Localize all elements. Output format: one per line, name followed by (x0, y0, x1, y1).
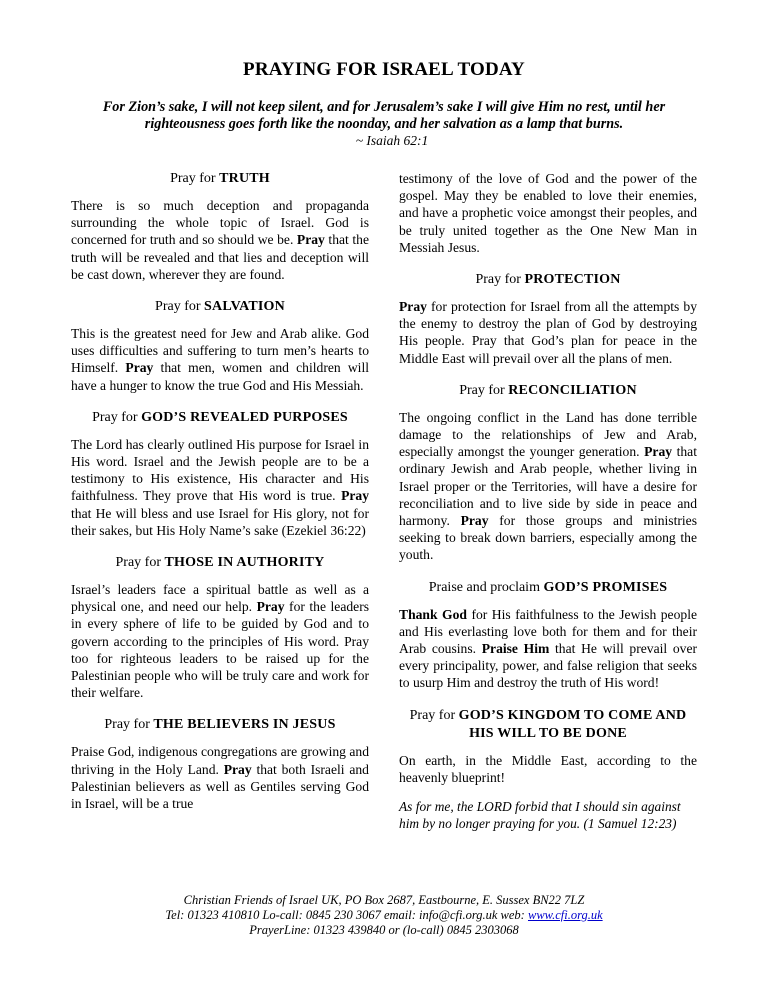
section-body: On earth, in the Middle East, according to the heavenly blueprint! (399, 752, 697, 785)
section-salvation (71, 298, 369, 394)
section-body: Praise God, indigenous congregations are growing and thriving in the Holy Land. Pray that both Israeli and Palestinian believers as well as Gentiles serving God in Israel, will be a true (71, 744, 369, 812)
section-body: There is so much deception and propaganda surrounding the whole topic of Israel. God is concerned for truth and so should we be. Pray that the truth will be revealed and that lies and deception will be cast down, wherever they are found. (71, 198, 369, 282)
section-heading: Pray for THE BELIEVERS IN JESUS (104, 717, 336, 733)
section-body: Thank God for His faithfulness to the Jewish people and His everlasting love both for them and for their Arab cousins. Praise Him that He will prevail over every principality, power, and false religion that seeks to usurp Him and destroy the truth of His word! (399, 606, 698, 691)
section-protection (399, 271, 697, 367)
section-kingdom (399, 707, 697, 786)
section-revealed-purposes (71, 409, 369, 539)
section-heading: Pray for RECONCILIATION (459, 382, 637, 398)
footer-prayerline: PrayerLine: 01323 439840 or (lo-call) 0845 2303068 (249, 923, 519, 937)
section-reconciliation (399, 382, 697, 564)
section-heading: Pray for SALVATION (155, 299, 285, 315)
right-column (399, 170, 697, 832)
left-column (71, 170, 369, 812)
scripture-verse: For Zion’s sake, I will not keep silent, and for Jerusalem’s sake I will give Him no rest, until her righteousness goes forth like the noonday, and her salvation as a lamp that burns. (102, 99, 666, 132)
section-heading: Pray for THOSE IN AUTHORITY (115, 555, 325, 571)
section-those-in-authority (71, 554, 369, 701)
section-heading: Pray for TRUTH (170, 171, 270, 186)
closing-scripture-quote: As for me, the LORD forbid that I should sin against him by no longer praying for you. (1 Samuel 12:23) (399, 799, 681, 832)
section-body: Pray for protection for Israel from all the attempts by the enemy to destroy the plan of God by destroying His people. Pray that God’s plan for peace in the Middle East will prevail over all the plans of men. (399, 299, 697, 366)
section-body: This is the greatest need for Jew and Arab alike. God uses difficulties and suffering to turn men’s hearts to Himself. Pray that men, women and children will have a hunger to know the true God and His Messiah. (71, 326, 370, 393)
section-heading: Pray for GOD’S REVEALED PURPOSES (92, 409, 348, 425)
section-heading: Pray for GOD’S KINGDOM TO COME AND HIS WILL TO BE DONE (409, 707, 687, 741)
section-truth (71, 170, 369, 283)
section-heading: Pray for PROTECTION (475, 272, 621, 288)
section-body: The ongoing conflict in the Land has done terrible damage to the relationships of Jew and Arab, especially amongst the younger generation. Pray that ordinary Jewish and Arab people, whether living in Israel proper or the Territories, will have a desire for reconciliation and to live side by side in peace and harmony. Pray for those groups and ministries seeking to break down barriers, especially among the youth. (399, 409, 697, 563)
section-body: The Lord has clearly outlined His purpose for Israel in His word. Israel and the Jewish people are to be a testimony to His existence, His character and His faithfulness. They prove that His word is true. Pray that He will bless and use Israel for His glory, not for their sakes, but His Holy Name’s sake (Ezekiel 36:22) (71, 436, 369, 538)
section-heading: Praise and proclaim GOD’S PROMISES (428, 579, 668, 595)
section-body: Israel’s leaders face a spiritual battle as well as a physical one, and need our help. Pray for the leaders in every sphere of life to be guided by God and to govern according to the principles of His word. Pray too for righteous leaders to be raised up for the Palestinian people who will be truly care and work for their welfare. (71, 582, 370, 701)
footer-contact: Tel: 01323 410810 Lo-call: 0845 230 3067 email: info@cfi.org.uk web: www.cfi.org.uk (165, 908, 603, 922)
footer-address: Christian Friends of Israel UK, PO Box 2687, Eastbourne, E. Sussex BN22 7LZ (183, 893, 585, 907)
page-title: PRAYING FOR ISRAEL TODAY (243, 59, 525, 80)
section-gods-promises (399, 579, 697, 692)
section-believers (71, 716, 369, 812)
website-link[interactable]: www.cfi.org.uk (527, 908, 603, 922)
section-body-continued: testimony of the love of God and the power of the gospel. May they be enabled to love their enemies, and have a prophetic voice amongst their peoples, and be truly united together as the One New Man in Messiah Jesus. (399, 171, 697, 255)
scripture-reference: ~ Isaiah 62:1 (355, 133, 429, 148)
